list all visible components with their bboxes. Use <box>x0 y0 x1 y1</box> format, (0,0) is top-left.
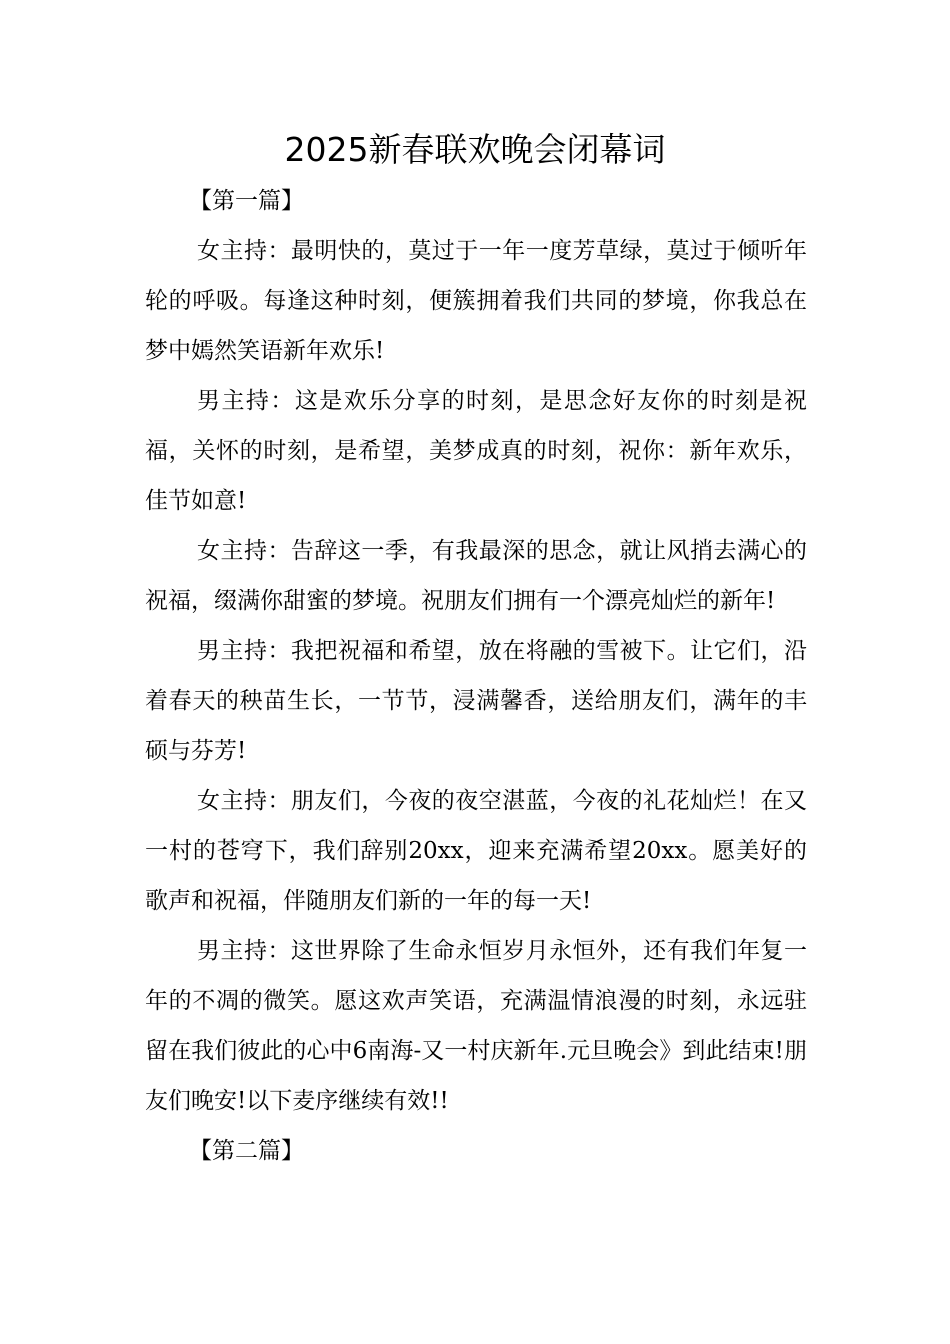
paragraph-male-host-2: 男主持：我把祝福和希望，放在将融的雪被下。让它们，沿着春天的秧苗生长，一节节，浸满馨香，送给朋友们，满年的丰硕与芬芳! <box>145 638 807 764</box>
paragraph-male-host-3: 男主持：这世界除了生命永恒岁月永恒外，还有我们年复一年的不凋的微笑。愿这欢声笑语，充满温情浪漫的时刻，永远驻留在我们彼此的心中6南海-又一村庆新年.元旦晚会》到此结束!朋友们晚安!以下麦序继续有效!! <box>145 938 807 1114</box>
paragraph-female-host-1: 女主持：最明快的，莫过于一年一度芳草绿，莫过于倾听年轮的呼吸。每逢这种时刻，便簇拥着我们共同的梦境，你我总在梦中嫣然笑语新年欢乐! <box>145 238 807 364</box>
document-body <box>145 176 807 1176</box>
paragraph-female-host-2: 女主持：告辞这一季，有我最深的思念，就让风捎去满心的祝福，缀满你甜蜜的梦境。祝朋友们拥有一个漂亮灿烂的新年! <box>145 538 807 614</box>
document-title: 2025新春联欢晚会闭幕词 <box>284 130 666 169</box>
section-heading-second: 【第二篇】 <box>189 1138 304 1164</box>
paragraph-male-host-1: 男主持：这是欢乐分享的时刻，是思念好友你的时刻是祝福，关怀的时刻，是希望，美梦成真的时刻，祝你：新年欢乐，佳节如意! <box>145 388 807 514</box>
paragraph-female-host-3: 女主持：朋友们，今夜的夜空湛蓝，今夜的礼花灿烂！在又一村的苍穹下，我们辞别20xx，迎来充满希望20xx。愿美好的歌声和祝福，伴随朋友们新的一年的每一天! <box>145 788 807 914</box>
section-heading-first: 【第一篇】 <box>189 188 304 214</box>
